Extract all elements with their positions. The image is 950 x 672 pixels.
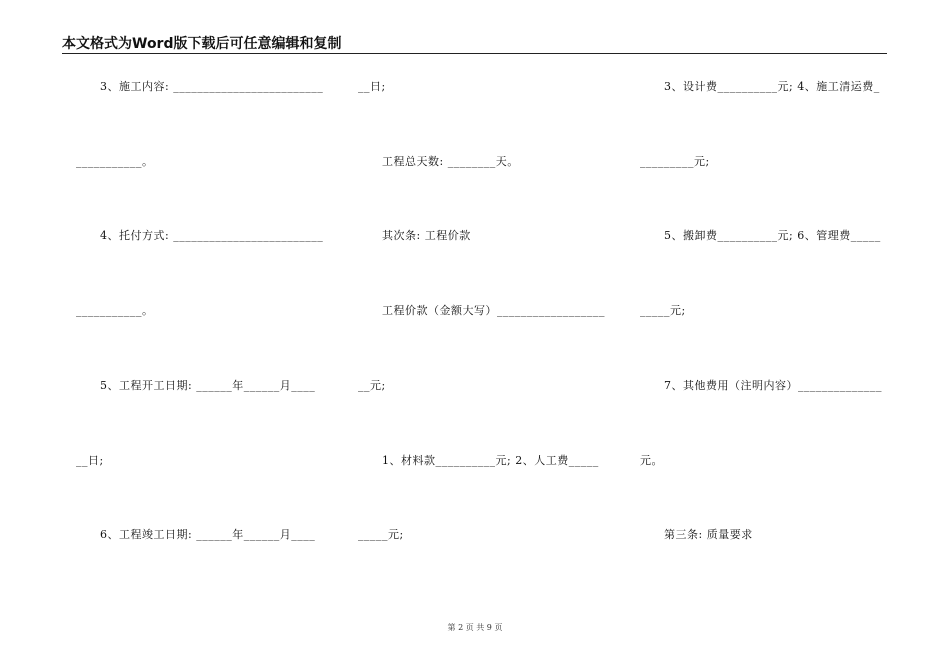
right-line-7: 第三条: 质量要求 <box>664 528 753 541</box>
middle-line-7: _____元; <box>358 528 404 541</box>
left-line-1: 3、施工内容: _________________________ <box>100 80 324 93</box>
header-divider <box>62 53 887 54</box>
middle-line-2: 工程总天数: ________天。 <box>382 155 519 168</box>
right-line-6: 元。 <box>640 454 663 467</box>
left-line-5: 5、工程开工日期: ______年______月____ <box>100 379 316 392</box>
right-line-3: 5、搬卸费__________元; 6、管理费_____ <box>664 229 881 242</box>
left-line-2: ___________。 <box>76 155 154 168</box>
document-header-title: 本文格式为Word版下载后可任意编辑和复制 <box>62 36 342 52</box>
middle-line-3: 其次条: 工程价款 <box>382 229 471 242</box>
right-line-4: _____元; <box>640 304 686 317</box>
middle-line-1: __日; <box>358 80 386 93</box>
right-line-2: _________元; <box>640 155 710 168</box>
left-line-3: 4、托付方式: _________________________ <box>100 229 324 242</box>
middle-line-4: 工程价款（金额大写）__________________ <box>382 304 605 317</box>
left-line-7: 6、工程竣工日期: ______年______月____ <box>100 528 316 541</box>
left-line-4: ___________。 <box>76 304 154 317</box>
right-line-1: 3、设计费__________元; 4、施工清运费_ <box>664 80 880 93</box>
left-line-6: __日; <box>76 454 104 467</box>
middle-line-6: 1、材料款__________元; 2、人工费_____ <box>382 454 599 467</box>
right-line-5: 7、其他费用（注明内容）______________ <box>664 379 882 392</box>
middle-line-5: __元; <box>358 379 386 392</box>
page-number-footer: 第 2 页 共 9 页 <box>447 623 503 632</box>
